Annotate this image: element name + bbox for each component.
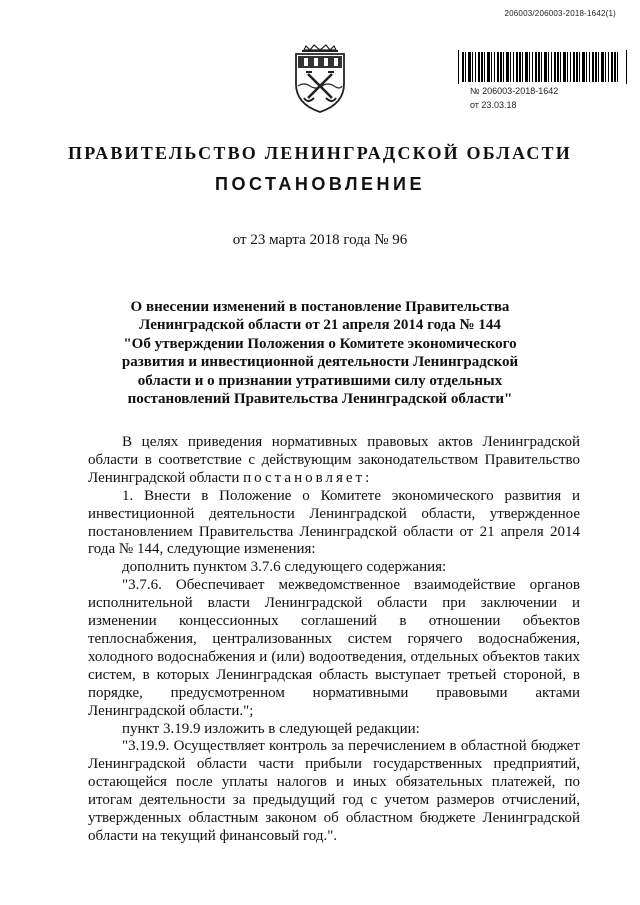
document-body [88,434,580,846]
paragraph-item-1: 1. Внести в Положение о Комитете экономического развития и инвестиционной деятельности Ленинградской области, утвержденное постановлением Правительства Ленинградской области от 21 апреля 2014 года № 144, следующие изменения: [88,487,580,558]
document-reference: 206003/206003-2018-1642(1) [504,9,616,18]
subject-line: "Об утверждении Положения о Комитете экономического [123,335,517,352]
subject-line: постановлений Правительства Ленинградской области" [127,391,513,408]
paragraph-point-3-7-6: "3.7.6. Обеспечивает межведомственное взаимодействие органов исполнительной власти Ленинградской области при заключении и изменении концессионных соглашений в отношении объектов теплоснабжения, централизованных систем горячего водоснабжения, холодного водоснабжения и (или) водоотведения, отдельных объектов таких систем, в которых Ленинградская область выступает третьей стороной, в порядке, предусмотренном нормативными правовыми актами Ленинградской области."; [88,577,580,719]
barcode-icon [462,52,620,82]
document-type: ПОСТАНОВЛЕНИЕ [215,174,425,194]
preamble-text: В целях приведения нормативных правовых актов Ленинградской области в соответствие с действующим законодательством Правительство Ленинградской области [88,434,580,486]
organization-name: ПРАВИТЕЛЬСТВО ЛЕНИНГРАДСКОЙ ОБЛАСТИ [68,143,572,163]
subject-line: развития и инвестиционной деятельности Ленинградской [121,354,519,371]
paragraph-point-3-19-9: "3.19.9. Осуществляет контроль за перечислением в областной бюджет Ленинградской области части прибыли государственных предприятий, остающейся после уплаты налогов и иных обязательных платежей, по итогам деятельности за предыдущий год с учетом размеров отчислений, утвержденных областным законом об областном бюджете Ленинградской области на текущий финансовый год.". [88,738,580,844]
registration-number: № 206003-2018-1642 [470,86,559,96]
paragraph-preamble [88,434,580,488]
paragraph-add-point: дополнить пунктом 3.7.6 следующего содержания: [122,559,447,576]
document-date: от 23 марта 2018 года № 96 [232,232,408,248]
coat-of-arms-icon [284,40,356,116]
subject-line: области и о признании утратившими силу отдельных [137,372,503,389]
subject-line: О внесении изменений в постановление Правительства [130,299,510,315]
registration-date: от 23.03.18 [470,100,517,110]
barcode-right-mark [622,50,627,84]
paragraph-revise-point: пункт 3.19.9 изложить в следующей редакции: [122,720,420,737]
resolves-word: постановляет: [243,469,373,486]
document-subject [90,298,550,408]
subject-line: Ленинградской области от 21 апреля 2014 года № 144 [139,317,501,334]
